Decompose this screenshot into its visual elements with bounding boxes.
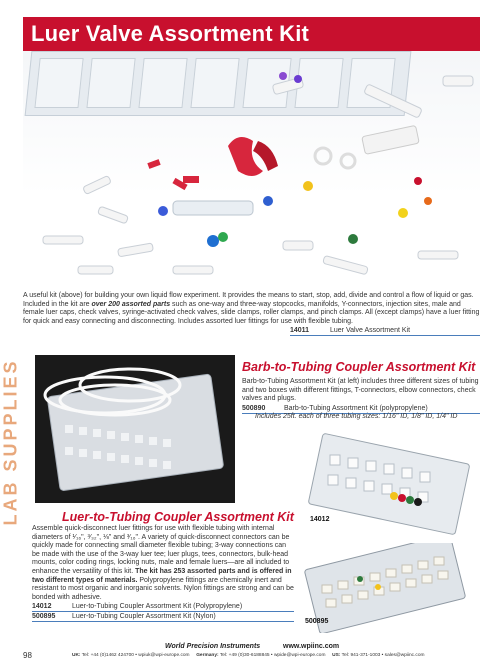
- title-banner: [23, 17, 480, 51]
- page-title: Luer Valve Assortment Kit: [31, 21, 310, 46]
- catalog-number: 500895: [32, 613, 56, 620]
- luer-description: [32, 525, 294, 602]
- uk-contact: Tel: +44 (0)1462 424700 • wpiuk@wpi-europe.com: [81, 653, 190, 658]
- footer-brand: World Precision Instruments: [165, 643, 261, 650]
- side-tab-label: LAB SUPPLIES: [0, 358, 21, 526]
- order-row-14012: [32, 602, 294, 612]
- barb-section-title: Barb-to-Tubing Coupler Assortment Kit: [242, 360, 476, 374]
- catalog-description: Luer Valve Assortment Kit: [330, 327, 411, 334]
- kit-14012-photo: [300, 430, 482, 540]
- de-contact: Tel: +49 (0)30-6188845 • wpide@wpi-europe.com: [219, 653, 326, 658]
- catalog-description: Barb-to-Tubing Assortment Kit (polypropylene): [284, 405, 428, 412]
- photo-label-500895: 500895: [305, 618, 329, 625]
- barb-kit-photo: [35, 355, 235, 503]
- intro-emphasis: over 200 assorted parts: [91, 300, 171, 308]
- side-tab: [0, 357, 22, 527]
- luer-valve-kit-photo: [23, 51, 480, 291]
- de-label: Germany:: [196, 653, 219, 658]
- luer-parts-illustration: [23, 51, 480, 291]
- catalog-description: Luer-to-Tubing Coupler Assortment Kit (Nylon): [72, 613, 216, 620]
- uk-label: UK:: [72, 653, 81, 658]
- barb-description: Barb-to-Tubing Assortment Kit (at left) includes three different sizes of tubing and two boxes with different fittings, T-connectors, elbow connectors, check valves and plugs.: [242, 378, 479, 403]
- page-number: 98: [23, 651, 32, 660]
- us-label: US:: [332, 653, 341, 658]
- footer-contacts: [72, 653, 424, 658]
- us-contact: Tel: 941-371-1003 • sales@wpiinc.com: [341, 653, 425, 658]
- barb-tubing-note: Includes 25ft. each of three tubing sizes: 1/16" ID, 1/8" ID, 1/4" ID: [255, 413, 458, 420]
- luer-text-part1: Assemble quick-disconnect luer fittings for use with flexible tubing with internal diameters of ¹⁄₁₆", ³⁄₃₂", ⅛" and ³⁄₁₆". A variety of quick-disconnect connectors can be quickly made for connecting small diameter flexible tubing; 3-way connections can be made with the use of the 3-way luer tee; luer plugs, tees, connectors, bulk-head mounts, color coding rings, locking nuts, male and female luers—are all included to enhance the versatility of this kit.: [32, 525, 290, 575]
- photo-label-14012: 14012: [310, 516, 330, 523]
- luer-section-title: Luer-to-Tubing Coupler Assortment Kit: [62, 510, 294, 524]
- order-row-500895: [32, 612, 294, 622]
- catalog-number: 500890: [242, 405, 266, 412]
- luer-text-part2: Polypropylene fittings are chemically inert and resistant to most organic and inorganic solvents. Nylon fittings are strong and can be bonded with adhesive.: [32, 576, 294, 601]
- intro-text-part2: such as one-way and three-way stopcocks, manifolds, Y-connectors, injection sites, male and female luer caps, check valves, syringe-activated check valves, slide clamps, roller clamps, and pinch clamps. All (except clamps) have a luer fitting for quick and easy connecting and disconnecting. Includes assorted luer fittings for use with flexible tubing.: [23, 300, 480, 325]
- intro-text-part1: A useful kit (above) for building your own liquid flow experiment. It provides the means to start, stop, add, divide and control a flow of liquid or gas. Included in the kit are: [23, 292, 474, 308]
- intro-paragraph: [23, 292, 480, 326]
- luer-emphasis: The kit has 253 assorted parts and is offered in two different types of materials.: [32, 567, 292, 584]
- order-row-14011: [290, 326, 480, 336]
- catalog-description: Luer-to-Tubing Coupler Assortment Kit (Polypropylene): [72, 603, 243, 610]
- footer-url[interactable]: www.wpiinc.com: [283, 643, 340, 650]
- catalog-number: 14012: [32, 603, 52, 610]
- catalog-number: 14011: [290, 327, 310, 334]
